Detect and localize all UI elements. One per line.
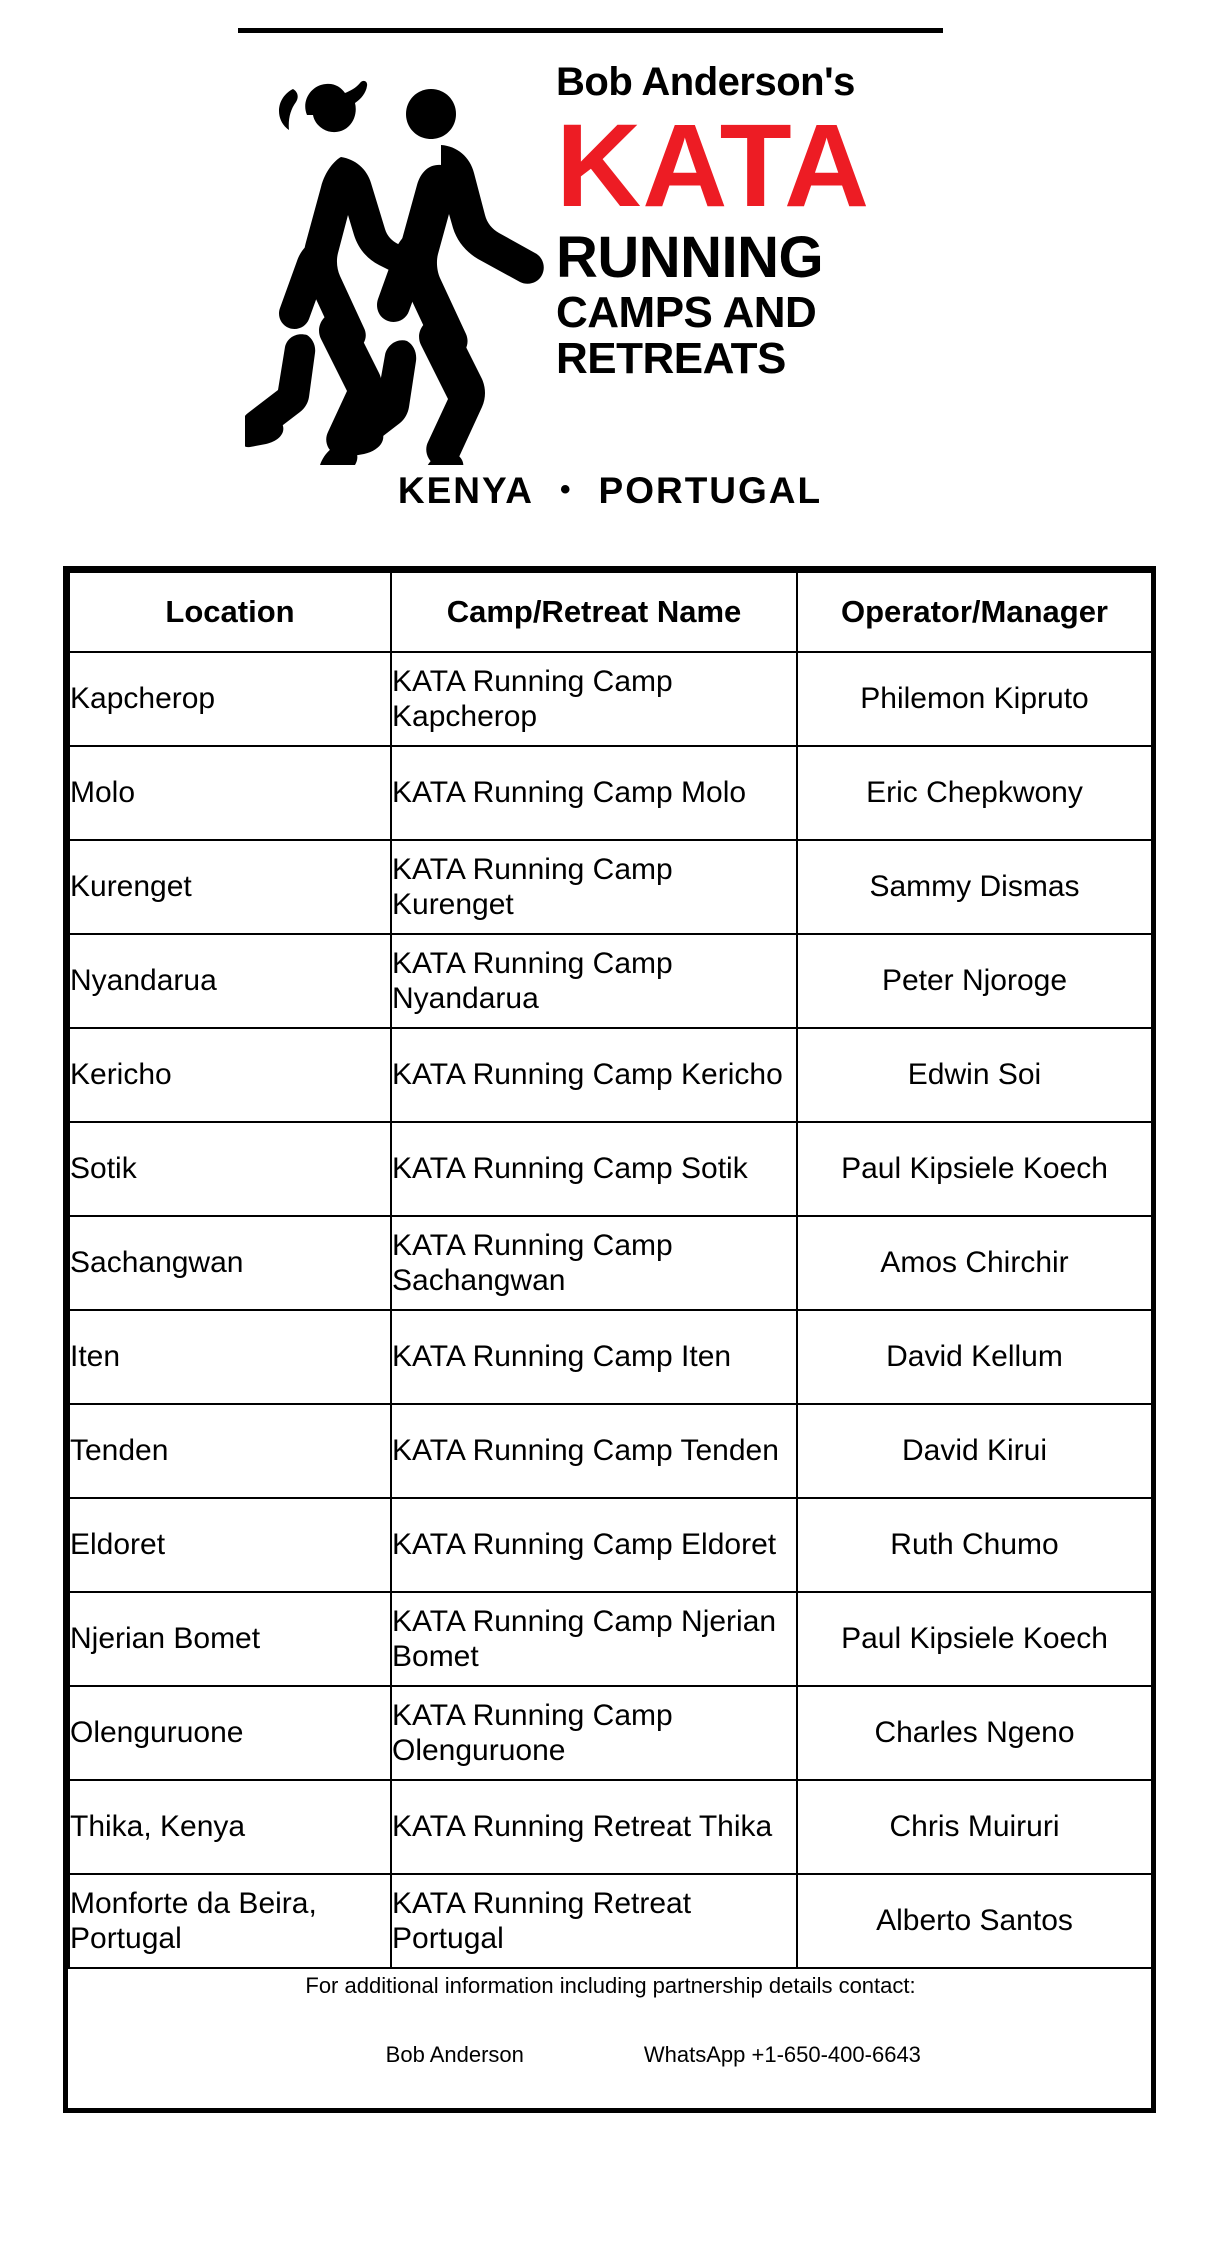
cell-operator: Paul Kipsiele Koech [797, 1592, 1152, 1686]
kata-logo [0, 10, 1221, 530]
camps-table-container [63, 566, 1156, 2113]
logo-kata-word: KATA [556, 100, 871, 232]
cell-operator: Chris Muiruri [797, 1780, 1152, 1874]
cell-location: Iten [69, 1310, 391, 1404]
footer-contact-name: Bob Anderson [385, 2042, 524, 2068]
cell-camp-name: KATA Running Camp Kericho [391, 1028, 797, 1122]
cell-operator: David Kirui [797, 1404, 1152, 1498]
cell-operator: Paul Kipsiele Koech [797, 1122, 1152, 1216]
cell-location: Olenguruone [69, 1686, 391, 1780]
cell-camp-name: KATA Running Camp Olenguruone [391, 1686, 797, 1780]
table-row [69, 1310, 1152, 1404]
logo-retreats-word: RETREATS [556, 333, 786, 383]
logo-countries [330, 470, 890, 512]
cell-operator: Peter Njoroge [797, 934, 1152, 1028]
cell-operator: Sammy Dismas [797, 840, 1152, 934]
table-row [69, 1404, 1152, 1498]
cell-operator: Alberto Santos [797, 1874, 1152, 1968]
cell-location: Sotik [69, 1122, 391, 1216]
cell-operator: Amos Chirchir [797, 1216, 1152, 1310]
cell-operator: David Kellum [797, 1310, 1152, 1404]
table-header-row [69, 572, 1152, 652]
table-row [69, 1498, 1152, 1592]
table-footer-row [69, 1968, 1152, 2108]
logo-country-separator-dot: • [560, 473, 573, 506]
logo-running-word: RUNNING [556, 225, 824, 291]
cell-camp-name: KATA Running Camp Sachangwan [391, 1216, 797, 1310]
table-row [69, 1686, 1152, 1780]
cell-location: Tenden [69, 1404, 391, 1498]
cell-location: Kericho [69, 1028, 391, 1122]
footer-info-line: For additional information including partnership details contact: [305, 1973, 916, 1998]
table-row [69, 652, 1152, 746]
footer-whatsapp: WhatsApp +1-650-400-6643 [643, 2042, 921, 2068]
cell-camp-name: KATA Running Camp Kapcherop [391, 652, 797, 746]
camps-table [68, 571, 1153, 2108]
table-row [69, 1592, 1152, 1686]
logo-brand-owner: Bob Anderson's [556, 60, 855, 104]
cell-location: Njerian Bomet [69, 1592, 391, 1686]
logo-wordmark [556, 62, 956, 382]
table-row [69, 1122, 1152, 1216]
cell-location: Thika, Kenya [69, 1780, 391, 1874]
logo-camps-and-word: CAMPS AND [556, 287, 817, 337]
cell-location: Kapcherop [69, 652, 391, 746]
logo-country-portugal: PORTUGAL [598, 470, 823, 511]
cell-camp-name: KATA Running Camp Sotik [391, 1122, 797, 1216]
cell-operator: Charles Ngeno [797, 1686, 1152, 1780]
cell-operator: Edwin Soi [797, 1028, 1152, 1122]
table-row [69, 840, 1152, 934]
table-row [69, 746, 1152, 840]
logo-top-rule [238, 28, 943, 33]
cell-location: Kurenget [69, 840, 391, 934]
cell-location: Nyandarua [69, 934, 391, 1028]
table-row [69, 1780, 1152, 1874]
contact-footer [69, 1968, 1152, 2108]
cell-operator: Eric Chepkwony [797, 746, 1152, 840]
runners-icon [245, 45, 545, 465]
cell-camp-name: KATA Running Retreat Thika [391, 1780, 797, 1874]
cell-operator: Ruth Chumo [797, 1498, 1152, 1592]
column-header-operator: Operator/Manager [797, 572, 1152, 652]
cell-camp-name: KATA Running Retreat Portugal [391, 1874, 797, 1968]
cell-operator: Philemon Kipruto [797, 652, 1152, 746]
table-row [69, 1874, 1152, 1968]
table-row [69, 1028, 1152, 1122]
cell-camp-name: KATA Running Camp Eldoret [391, 1498, 797, 1592]
column-header-camp-name: Camp/Retreat Name [391, 572, 797, 652]
table-row [69, 1216, 1152, 1310]
cell-camp-name: KATA Running Camp Njerian Bomet [391, 1592, 797, 1686]
cell-location: Sachangwan [69, 1216, 391, 1310]
cell-location: Eldoret [69, 1498, 391, 1592]
cell-camp-name: KATA Running Camp Molo [391, 746, 797, 840]
cell-camp-name: KATA Running Camp Tenden [391, 1404, 797, 1498]
cell-location: Monforte da Beira, Portugal [69, 1874, 391, 1968]
cell-camp-name: KATA Running Camp Kurenget [391, 840, 797, 934]
table-row [69, 934, 1152, 1028]
logo-country-kenya: KENYA [397, 470, 534, 511]
footer-contact-line [69, 2002, 1152, 2108]
column-header-location: Location [69, 572, 391, 652]
cell-camp-name: KATA Running Camp Nyandarua [391, 934, 797, 1028]
cell-location: Molo [69, 746, 391, 840]
cell-camp-name: KATA Running Camp Iten [391, 1310, 797, 1404]
